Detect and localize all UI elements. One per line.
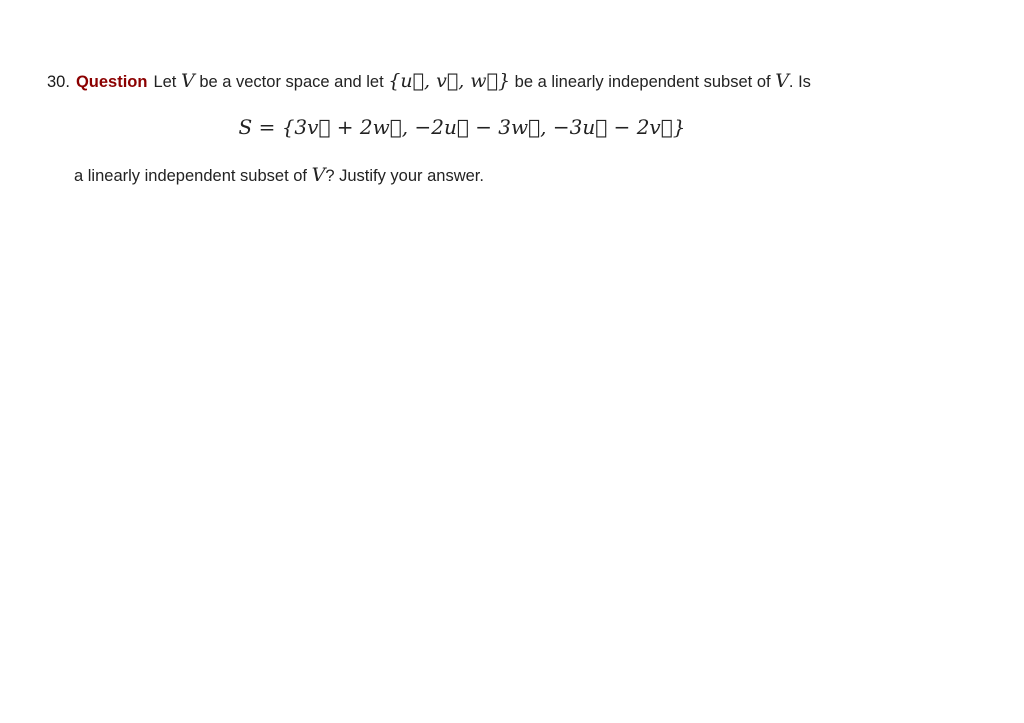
vector-space-symbol: V: [180, 70, 195, 92]
question-number: 30.: [47, 73, 70, 91]
intro-text-2: be a vector space and let: [199, 73, 384, 91]
vector-space-symbol-2: V: [775, 70, 789, 92]
vector-space-symbol-3: V: [311, 164, 326, 186]
intro-text-3: be a linearly independent subset of: [514, 73, 771, 91]
set-s-equation: S = {3v⃗ + 2w⃗, −2u⃗ − 3w⃗, −3u⃗ − 2v⃗}: [238, 115, 686, 139]
intro-text-1: Let: [153, 73, 177, 91]
question-closing-line: [74, 162, 977, 189]
display-equation: [47, 113, 877, 144]
question-block: [47, 68, 977, 189]
intro-text-4: . Is: [788, 73, 811, 91]
question-label: Question: [75, 73, 148, 91]
closing-text-1: a linearly independent subset of: [74, 167, 307, 185]
independent-set-symbol: {u⃗, v⃗, w⃗}: [388, 70, 511, 92]
question-intro-line: [47, 68, 977, 95]
closing-text-2: ? Justify your answer.: [325, 167, 484, 185]
